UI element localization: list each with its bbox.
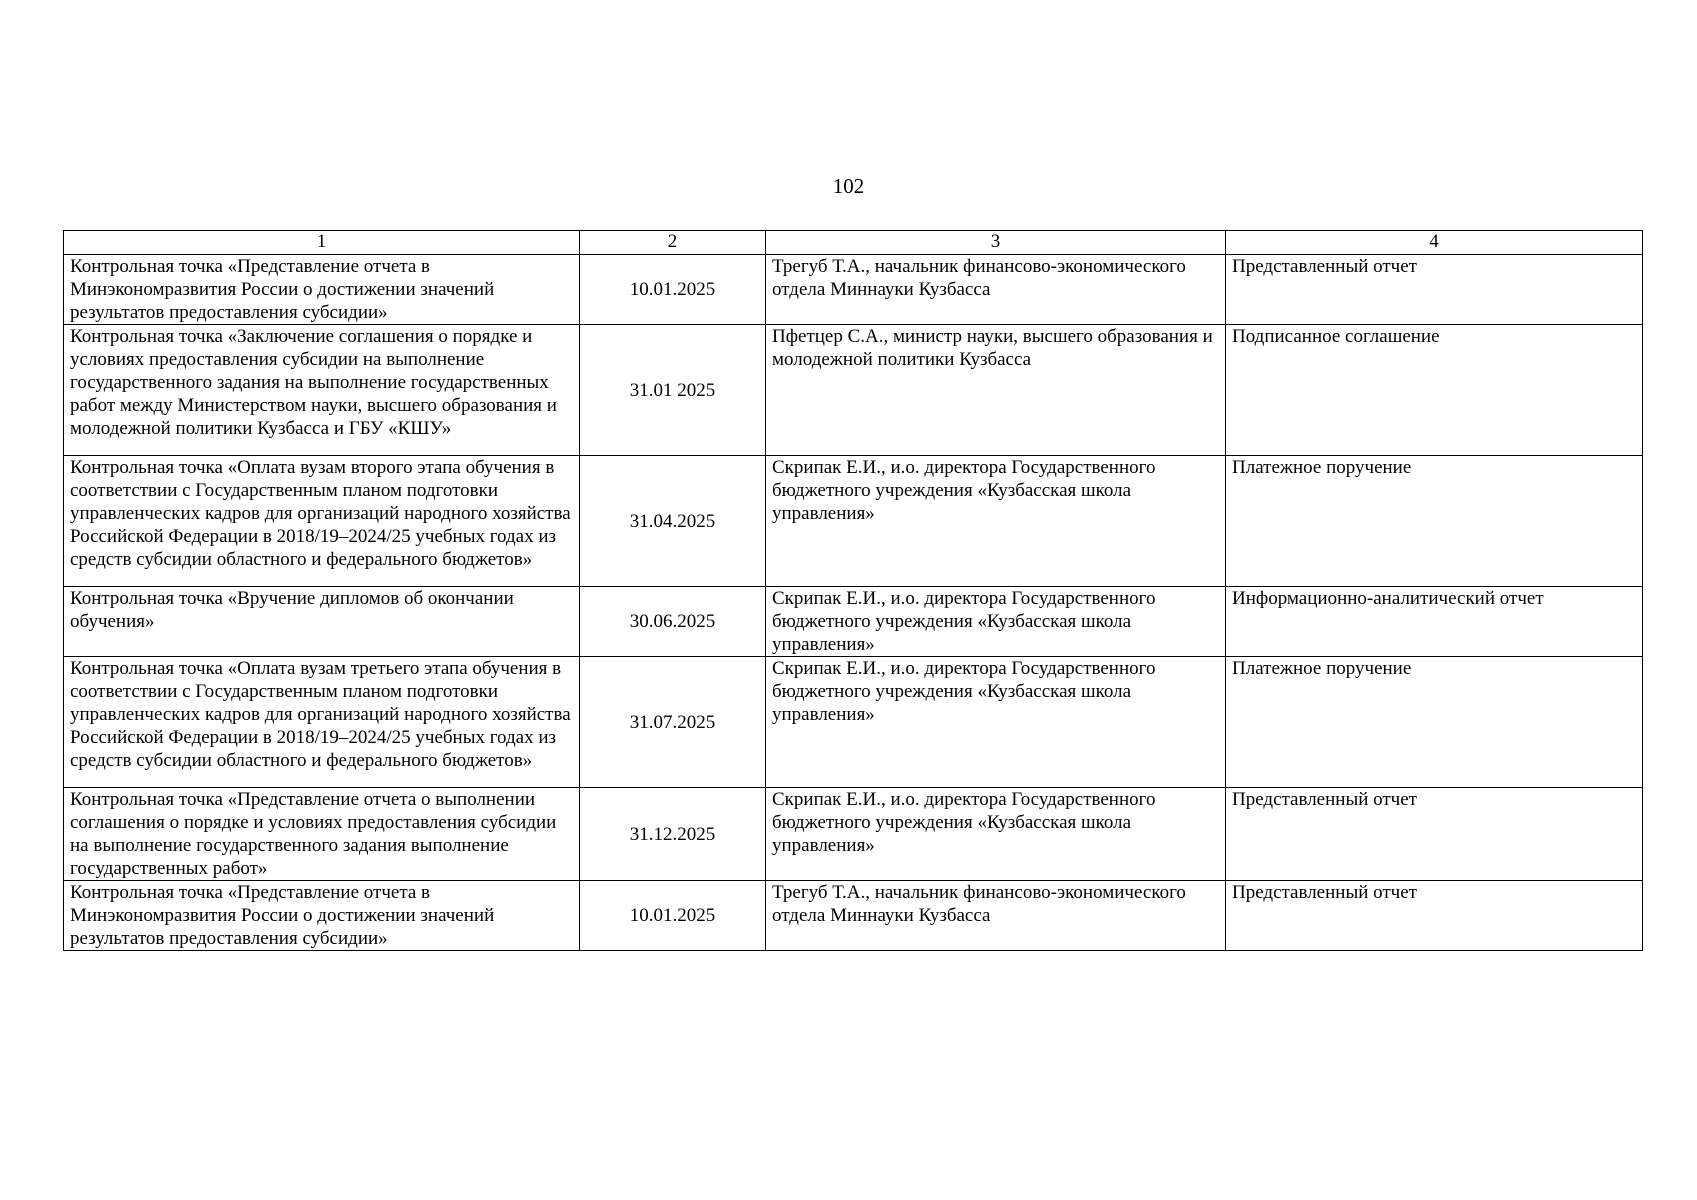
responsible-cell: Трегуб Т.А., начальник финансово-экономического отдела Миннауки Кузбасса [766, 255, 1226, 325]
result-cell: Представленный отчет [1226, 881, 1643, 951]
result-cell: Представленный отчет [1226, 788, 1643, 881]
table-header-row [64, 231, 1643, 255]
responsible-cell: Скрипак Е.И., и.о. директора Государственного бюджетного учреждения «Кузбасская школа управления» [766, 657, 1226, 788]
date-cell: 10.01.2025 [580, 255, 766, 325]
result-cell: Платежное поручение [1226, 657, 1643, 788]
result-cell: Платежное поручение [1226, 456, 1643, 587]
result-cell: Подписанное соглашение [1226, 325, 1643, 456]
date-cell: 31.12.2025 [580, 788, 766, 881]
event-cell: Контрольная точка «Оплата вузам третьего этапа обучения в соответствии с Государственным планом подготовки управленческих кадров для организаций народного хозяйства Российской Федерации в 2018/19–2024/25 учебных годах из средств субсидии областного и федерального бюджетов» [64, 657, 580, 788]
table-row [64, 456, 1643, 587]
date-cell: 31.04.2025 [580, 456, 766, 587]
date-cell: 31.01 2025 [580, 325, 766, 456]
date-cell: 30.06.2025 [580, 587, 766, 657]
date-cell: 10.01.2025 [580, 881, 766, 951]
event-cell: Контрольная точка «Представление отчета в Минэкономразвития России о достижении значений результатов предоставления субсидии» [64, 255, 580, 325]
table-row [64, 255, 1643, 325]
column-header-1: 1 [64, 231, 580, 255]
result-cell: Представленный отчет [1226, 255, 1643, 325]
column-header-4: 4 [1226, 231, 1643, 255]
column-header-3: 3 [766, 231, 1226, 255]
event-cell: Контрольная точка «Оплата вузам второго этапа обучения в соответствии с Государственным планом подготовки управленческих кадров для организаций народного хозяйства Российской Федерации в 2018/19–2024/25 учебных годах из средств субсидии областного и федерального бюджетов» [64, 456, 580, 587]
result-cell: Информационно-аналитический отчет [1226, 587, 1643, 657]
page-number: 102 [832, 174, 865, 198]
date-cell: 31.07.2025 [580, 657, 766, 788]
table-row [64, 788, 1643, 881]
responsible-cell: Пфетцер С.А., министр науки, высшего образования и молодежной политики Кузбасса [766, 325, 1226, 456]
table-row [64, 657, 1643, 788]
column-header-2: 2 [580, 231, 766, 255]
event-cell: Контрольная точка «Представление отчета в Минэкономразвития России о достижении значений результатов предоставления субсидии» [64, 881, 580, 951]
schedule-table [63, 230, 1643, 951]
table-row [64, 881, 1643, 951]
event-cell: Контрольная точка «Заключение соглашения о порядке и условиях предоставления субсидии на выполнение государственного задания на выполнение государственных работ между Министерством науки, высшего образования и молодежной политики Кузбасса и ГБУ «КШУ» [64, 325, 580, 456]
responsible-cell: Скрипак Е.И., и.о. директора Государственного бюджетного учреждения «Кузбасская школа управления» [766, 456, 1226, 587]
table-row [64, 325, 1643, 456]
responsible-cell: Трегуб Т.А., начальник финансово-экономического отдела Миннауки Кузбасса [766, 881, 1226, 951]
responsible-cell: Скрипак Е.И., и.о. директора Государственного бюджетного учреждения «Кузбасская школа управления» [766, 788, 1226, 881]
event-cell: Контрольная точка «Представление отчета о выполнении соглашения о порядке и условиях предоставления субсидии на выполнение государственного задания выполнение государственных работ» [64, 788, 580, 881]
event-cell: Контрольная точка «Вручение дипломов об окончании обучения» [64, 587, 580, 657]
table-row [64, 587, 1643, 657]
responsible-cell: Скрипак Е.И., и.о. директора Государственного бюджетного учреждения «Кузбасская школа управления» [766, 587, 1226, 657]
